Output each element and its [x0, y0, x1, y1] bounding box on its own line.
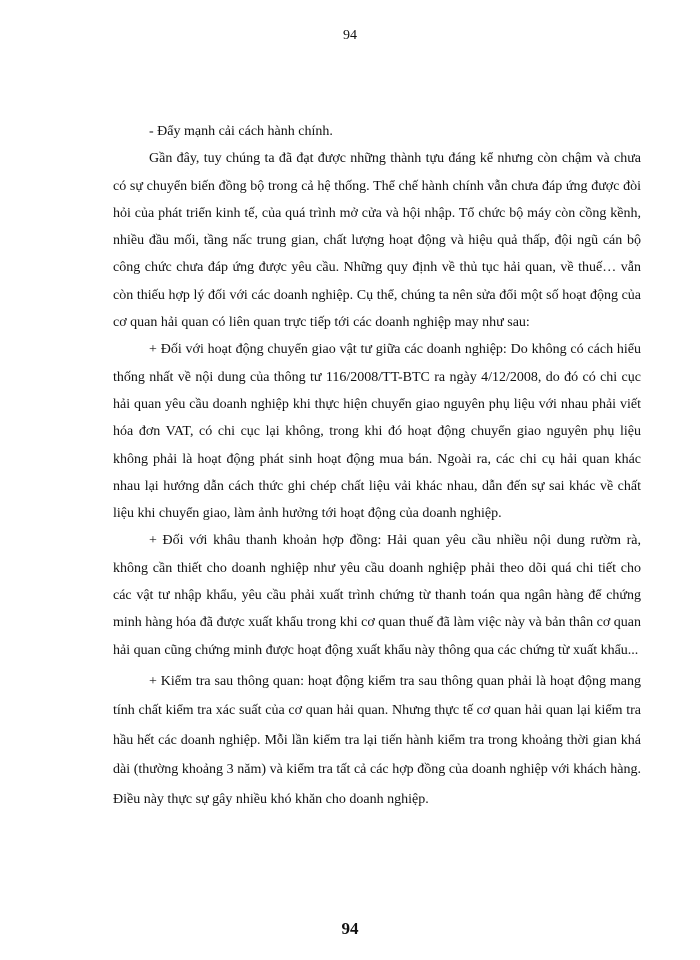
paragraph-material-transfer: + Đối với hoạt động chuyển giao vật tư giữa các doanh nghiệp: Do không có cách hiểu thống nhất về nội dung của thông tư 116/2008/TT-BTC ra ngày 4/12/2008, do đó có chi cục hải quan yêu cầu doanh nghiệp khi thực hiện chuyển giao nguyên phụ liệu với nhau phải viết hóa đơn VAT, có chi cục lại không, trong khi đó hoạt động chuyển giao nguyên phụ liệu không phải là hoạt động phát sinh hoạt động mua bán. Ngoài ra, các chi cụ hải quan khác nhau lại hướng dẫn cách thức ghi chép chất liệu vải khác nhau, dẫn đến sự sai khác về chất liệu khi chuyển giao, làm ảnh hưởng tới hoạt động của doanh nghiệp.: [113, 342, 641, 522]
page-number-bottom: 94: [341, 919, 359, 938]
paragraph-intro: Gần đây, tuy chúng ta đã đạt được những thành tựu đáng kể nhưng còn chậm và chưa có sự chuyển biến đồng bộ trong cả hệ thống. Thể chế hành chính vẫn chưa đáp ứng được đòi hỏi của phát triển kinh tế, của quá trình mở cửa và hội nhập. Tổ chức bộ máy còn cồng kềnh, nhiều đầu mối, tầng nấc trung gian, chất lượng hoạt động và hiệu quả thấp, đội ngũ cán bộ công chức chưa đáp ứng được yêu cầu. Những quy định về thủ tục hải quan, về thuế… vẫn còn thiếu hợp lý đối với các doanh nghiệp. Cụ thể, chúng ta nên sửa đổi một số hoạt động của cơ quan hải quan có liên quan trực tiếp tới các doanh nghiệp may như sau:: [113, 151, 641, 331]
section-heading: - Đẩy mạnh cải cách hành chính.: [149, 124, 333, 139]
paragraph-post-clearance-inspection: + Kiểm tra sau thông quan: hoạt động kiểm tra sau thông quan phải là hoạt động mang tính chất kiểm tra xác suất của cơ quan hải quan. Nhưng thực tế cơ quan hải quan lại kiểm tra hầu hết các doanh nghiệp. Mỗi lần kiểm tra lại tiến hành kiểm tra trong khoảng thời gian khá dài (thường khoảng 3 năm) và kiểm tra tất cả các hợp đồng của doanh nghiệp với khách hàng. Điều này thực sự gây nhiều khó khăn cho doanh nghiệp.: [113, 673, 641, 807]
paragraph-contract-liquidation: + Đối với khâu thanh khoản hợp đồng: Hải quan yêu cầu nhiều nội dung rườm rà, không cần thiết cho doanh nghiệp như yêu cầu doanh nghiệp phải theo dõi quá chi tiết cho các vật tư nhập khẩu, yêu cầu phải xuất trình chứng từ thanh toán qua ngân hàng để chứng minh hàng hóa đã được xuất khẩu trong khi cơ quan thuế đã làm việc này và bản thân cơ quan hải quan cũng chứng minh được hoạt động xuất khẩu này thông qua các chứng từ xuất khẩu...: [113, 533, 641, 658]
page-number-top: 94: [343, 28, 357, 43]
document-body: [113, 118, 641, 814]
